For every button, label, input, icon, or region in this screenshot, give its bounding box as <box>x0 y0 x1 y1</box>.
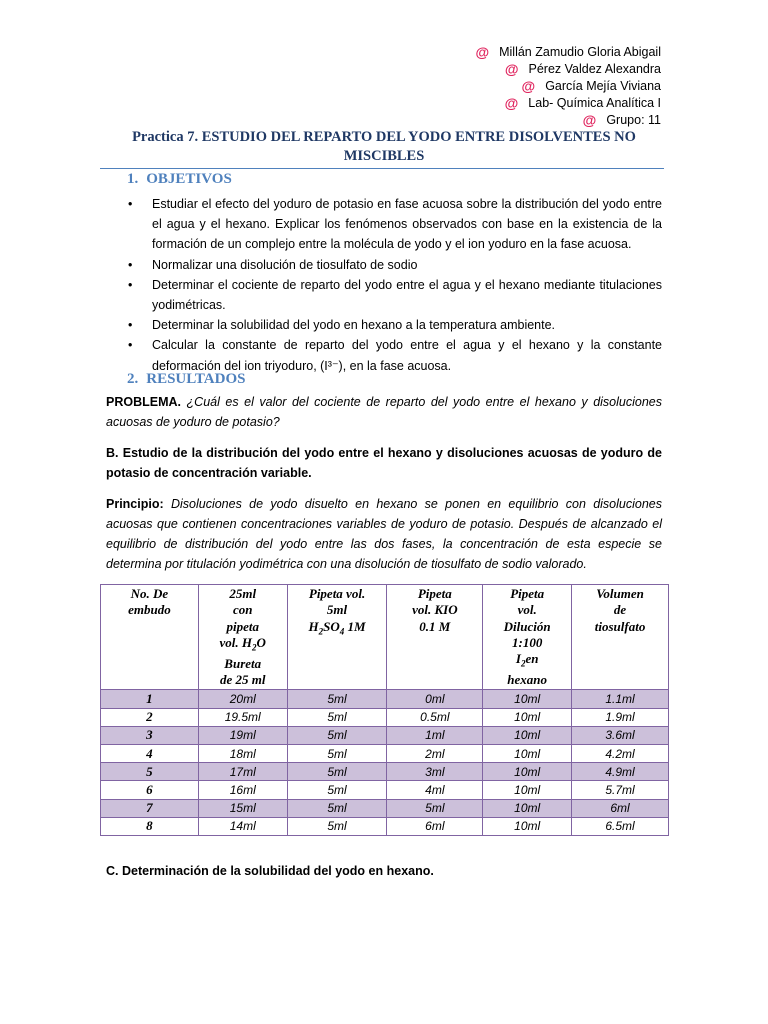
table-cell: 19ml <box>198 726 287 744</box>
table-row <box>101 763 669 781</box>
bullet-dot-icon: • <box>128 197 133 211</box>
table-cell: 3 <box>101 726 199 744</box>
objective-text: Normalizar una disolución de tiosulfato de sodio <box>152 257 418 272</box>
table-cell: 10ml <box>483 781 572 799</box>
table-cell: 4 <box>101 744 199 762</box>
table-row <box>101 799 669 817</box>
table-header-row <box>101 585 669 690</box>
table-cell: 16ml <box>198 781 287 799</box>
section-heading-objetivos <box>127 171 232 188</box>
table-cell: 10ml <box>483 726 572 744</box>
table-cell: 1.1ml <box>572 690 669 708</box>
list-item <box>128 335 662 375</box>
table-cell: 5ml <box>287 781 387 799</box>
table-cell: 5ml <box>287 690 387 708</box>
header-iodine-dilution: Pipeta vol. Dilución 1:100 $I_2en$ hexano <box>483 585 572 690</box>
table-cell: 5ml <box>287 744 387 762</box>
table-cell: 3.6ml <box>572 726 669 744</box>
bullet-dot-icon: • <box>128 338 133 353</box>
table-cell: 0ml <box>387 690 483 708</box>
table-cell: 10ml <box>483 763 572 781</box>
table-cell: 5ml <box>287 763 387 781</box>
header-sulfuric-acid: Pipeta vol. 5ml $H_2SO_4$ 1M <box>287 585 387 690</box>
bullet-dot-icon: • <box>128 257 133 272</box>
principle-paragraph <box>106 494 662 574</box>
author-line <box>475 112 661 129</box>
table-cell: 10ml <box>483 690 572 708</box>
table-row <box>101 744 669 762</box>
section-title: OBJETIVOS <box>146 171 232 187</box>
title-line-2: MISCIBLES <box>343 148 425 164</box>
header-thiosulfate-volume: Volumen de tiosulfato <box>572 585 669 690</box>
table-row <box>101 690 669 708</box>
at-sign-icon: @ <box>475 44 490 60</box>
lab-name: Lab- Química Analítica I <box>528 96 661 110</box>
table-cell: 5ml <box>287 708 387 726</box>
at-sign-icon: @ <box>521 78 536 94</box>
section-number: 1. <box>127 171 139 187</box>
list-item <box>128 255 662 275</box>
problem-text: ¿Cuál es el valor del cociente de reparto del yodo entre el hexano y disoluciones acuosas de yoduro de potasio? <box>106 395 662 429</box>
table-cell: 4.2ml <box>572 744 669 762</box>
table-cell: 4.9ml <box>572 763 669 781</box>
author-line <box>475 44 661 61</box>
author-line <box>475 95 661 112</box>
table-cell: 8 <box>101 817 199 835</box>
table-row <box>101 781 669 799</box>
principle-label: Principio: <box>106 497 164 511</box>
author-list <box>475 44 661 129</box>
problem-paragraph <box>106 392 662 432</box>
section-number: 2. <box>127 371 139 387</box>
table-cell: 20ml <box>198 690 287 708</box>
table-cell: 1.9ml <box>572 708 669 726</box>
objective-text: Estudiar el efecto del yoduro de potasio en fase acuosa sobre la distribución del yodo entre el agua y el hexano. Explicar los fenómenos observados con base en la existencia de la formación de un complejo entre la molécula de yodo y el ion yoduro en la fase acuosa. <box>152 197 662 252</box>
section-heading-resultados <box>127 371 245 388</box>
table-cell: 2ml <box>387 744 483 762</box>
author-name: Millán Zamudio Gloria Abigail <box>499 45 661 59</box>
page-title <box>100 128 668 166</box>
table-cell: 5ml <box>387 799 483 817</box>
list-item <box>128 275 662 315</box>
table-cell: 5 <box>101 763 199 781</box>
table-cell: 15ml <box>198 799 287 817</box>
table-cell: 3ml <box>387 763 483 781</box>
author-line <box>475 78 661 95</box>
table-cell: 14ml <box>198 817 287 835</box>
objective-text: Determinar el cociente de reparto del yodo entre el agua y el hexano mediante titulaciones yodimétricas. <box>152 277 662 313</box>
table-cell: 2 <box>101 708 199 726</box>
table-cell: 10ml <box>483 744 572 762</box>
table-cell: 10ml <box>483 799 572 817</box>
table-cell: 0.5ml <box>387 708 483 726</box>
group-number: Grupo: 11 <box>606 113 661 127</box>
table-cell: 6ml <box>387 817 483 835</box>
table-cell: 5ml <box>287 817 387 835</box>
table-cell: 10ml <box>483 708 572 726</box>
table-cell: 17ml <box>198 763 287 781</box>
table-cell: 4ml <box>387 781 483 799</box>
objective-text: Determinar la solubilidad del yodo en hexano a la temperatura ambiente. <box>152 318 556 333</box>
title-line-1: Practica 7. ESTUDIO DEL REPARTO DEL YODO ENTRE DISOLVENTES NO <box>132 129 636 145</box>
table-cell: 10ml <box>483 817 572 835</box>
results-table <box>100 584 669 836</box>
header-kio: Pipeta vol. KIO 0.1 M <box>387 585 483 690</box>
list-item <box>128 315 662 335</box>
title-divider <box>100 168 664 169</box>
table-cell: 6.5ml <box>572 817 669 835</box>
table-cell: 7 <box>101 799 199 817</box>
bullet-dot-icon: • <box>128 277 133 292</box>
header-funnel-number: No. De embudo <box>101 585 199 690</box>
list-item <box>128 194 662 255</box>
table-row <box>101 726 669 744</box>
author-line <box>475 61 661 78</box>
table-cell: 19.5ml <box>198 708 287 726</box>
table-cell: 5ml <box>287 726 387 744</box>
at-sign-icon: @ <box>582 112 597 128</box>
section-title: RESULTADOS <box>146 371 246 387</box>
table-cell: 6 <box>101 781 199 799</box>
table-cell: 5ml <box>287 799 387 817</box>
table-row <box>101 817 669 835</box>
section-b-heading: B. Estudio de la distribución del yodo entre el hexano y disoluciones acuosas de yoduro de potasio de concentración variable. <box>106 446 662 480</box>
table-cell: 1 <box>101 690 199 708</box>
table-cell: 18ml <box>198 744 287 762</box>
at-sign-icon: @ <box>504 95 519 111</box>
table-cell: 1ml <box>387 726 483 744</box>
objectives-list <box>128 194 662 376</box>
table-row <box>101 708 669 726</box>
author-name: García Mejía Viviana <box>545 79 661 93</box>
objective-text: Calcular la constante de reparto del yodo entre el agua y el hexano y la constante deformación del ion triyoduro, (I³⁻), en la fase acuosa. <box>152 338 662 373</box>
table-cell: 6ml <box>572 799 669 817</box>
at-sign-icon: @ <box>504 61 519 77</box>
header-water-volume: 25ml con pipeta vol. $H_2O$ Bureta de 25 ml <box>198 585 287 690</box>
author-name: Pérez Valdez Alexandra <box>528 62 661 76</box>
bullet-dot-icon: • <box>128 318 133 333</box>
principle-text: Disoluciones de yodo disuelto en hexano se ponen en equilibrio con disoluciones acuosas que contienen concentraciones variables de yoduro de potasio. Después de alcanzado el equilibrio de distribución del yodo entre las dos fases, la concentración de esta especie se determina por titulación yodimétrica con una disolución de tiosulfato de sodio valorado. <box>106 497 662 571</box>
table-cell: 5.7ml <box>572 781 669 799</box>
section-c-heading: C. Determinación de la solubilidad del yodo en hexano. <box>106 864 434 878</box>
problem-label: PROBLEMA. <box>106 395 181 409</box>
